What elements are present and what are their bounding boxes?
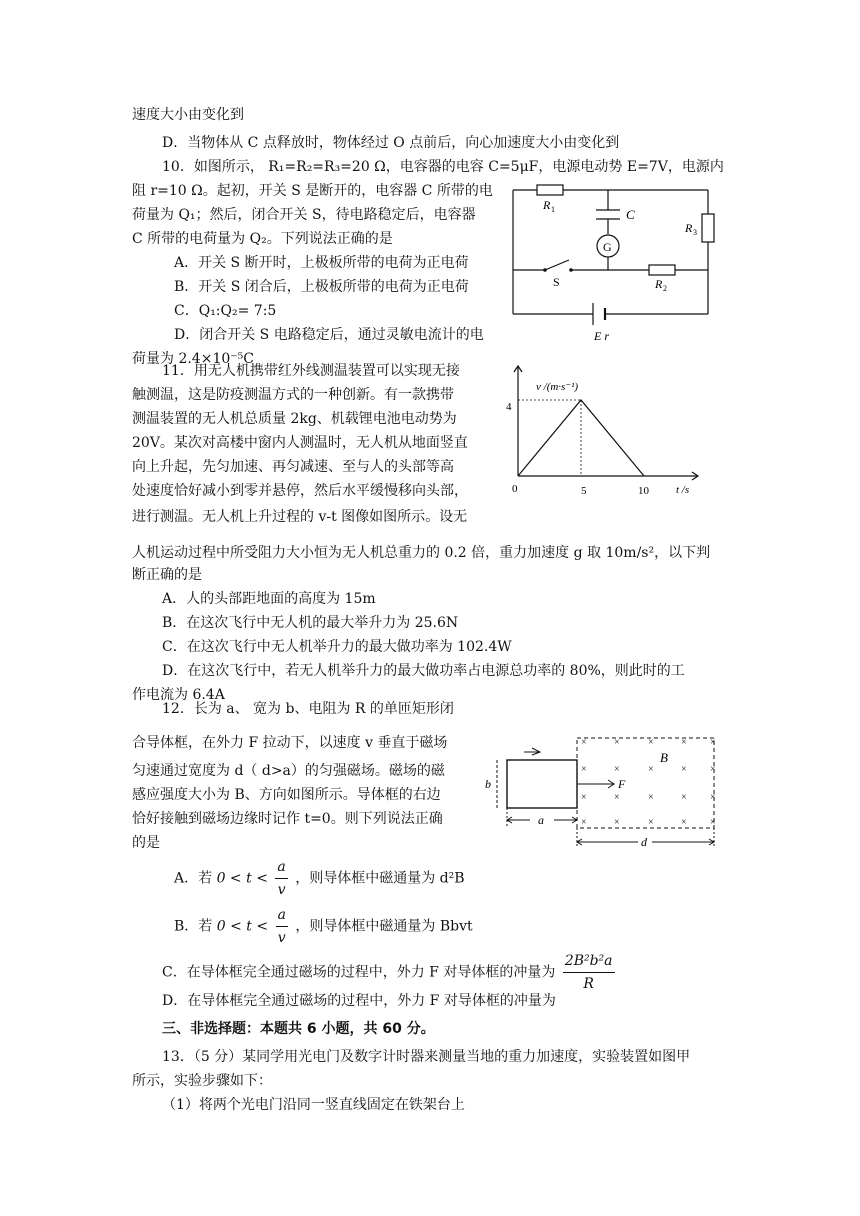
r1-subscript: 1	[551, 205, 555, 214]
option-a: A．人的头部距地面的高度为 15m	[162, 591, 376, 607]
r3-label: R	[685, 221, 693, 235]
width-label: b	[485, 777, 491, 791]
fraction: $\frac{a}{v}$	[276, 904, 288, 949]
option-d: D．在这次飞行中，若无人机举升力的最大做功率占电源总功率的 80%，则此时的工	[162, 663, 685, 679]
switch-label: S	[553, 275, 560, 289]
text-line: 恰好接触到磁场边缘时记作 t=0。则下列说法正确	[132, 811, 443, 827]
text-line: 进行测温。无人机上升过程的 v-t 图像如图所示。设无	[132, 509, 468, 525]
text-line: 阻 r=10 Ω。起初，开关 S 是断开的，电容器 C 所带的电	[132, 183, 493, 199]
field-cross: ×	[614, 817, 620, 828]
field-cross: ×	[710, 764, 716, 775]
x-tick-label: 5	[581, 485, 587, 497]
force-label: F	[618, 777, 626, 791]
r2-subscript: 2	[663, 284, 667, 293]
text-line: 速度大小由变化到	[132, 107, 244, 123]
field-cross: ×	[581, 737, 587, 748]
question-12-stem: 12．长为 a、 宽为 b、电阻为 R 的单匝矩形闭	[162, 701, 454, 717]
field-cross: ×	[681, 817, 687, 828]
field-width-label: d	[641, 835, 647, 849]
option-label: B．若	[174, 918, 213, 935]
text-line: 人机运动过程中所受阻力大小恒为无人机总重力的 0.2 倍，重力加速度 g 取 10m/s²，以下判	[132, 545, 711, 561]
battery-label: E r	[594, 329, 609, 343]
field-label: B	[660, 750, 668, 765]
field-cross: ×	[581, 817, 587, 828]
field-cross: ×	[614, 792, 620, 803]
field-cross: ×	[581, 764, 587, 775]
text-line: 测温装置的无人机总质量 2kg、机载锂电池电动势为	[132, 411, 457, 427]
magnetic-field-diagram	[480, 728, 725, 852]
text-line: 断正确的是	[132, 567, 202, 583]
r1-label: R	[543, 198, 551, 212]
field-cross: ×	[648, 817, 654, 828]
text-line: 合导体框，在外力 F 拉动下，以速度 v 垂直于磁场	[132, 735, 448, 751]
field-cross: ×	[710, 817, 716, 828]
field-cross: ×	[681, 737, 687, 748]
fraction: $\frac{a}{v}$	[275, 856, 287, 901]
option-c: C．Q₁:Q₂= 7:5	[174, 303, 277, 319]
inequality: 0 < t <	[216, 870, 268, 887]
field-cross: ×	[648, 764, 654, 775]
option-c	[162, 950, 618, 995]
question-10-stem: 10．如图所示， R₁=R₂=R₃=20 Ω，电容器的电容 C=5μF，电源电动势 E=7V，电源内	[162, 159, 724, 175]
text-line: （1）将两个光电门沿同一竖直线固定在铁架台上	[162, 1097, 465, 1113]
inequality: 0 < t <	[216, 918, 269, 935]
text-line: 的是	[132, 835, 160, 851]
field-cross: ×	[681, 764, 687, 775]
text-line: 向上升起，先匀加速、再匀减速、至与人的头部等高	[132, 459, 454, 475]
r3-subscript: 3	[693, 228, 697, 237]
option-text: ，则导体框中磁通量为 d²B	[295, 870, 465, 887]
field-cross: ×	[710, 792, 716, 803]
text-line: 感应强度大小为 B、方向如图所示。导体框的右边	[132, 787, 441, 803]
option-b	[174, 904, 473, 949]
field-cross: ×	[581, 792, 587, 803]
vt-graph	[498, 360, 708, 500]
option-b: B．开关 S 闭合后，上极板所带的电荷为正电荷	[174, 279, 469, 295]
galvanometer-label: G	[603, 240, 612, 254]
option-b: B．在这次飞行中无人机的最大举升力为 25.6N	[162, 615, 459, 631]
option-d: D．当物体从 C 点释放时，物体经过 O 点前后，向心加速度大小由变化到	[162, 135, 620, 151]
option-label: A．若	[174, 870, 213, 887]
length-label: a	[538, 813, 544, 827]
field-cross: ×	[681, 792, 687, 803]
field-cross: ×	[710, 737, 716, 748]
text-line: 作电流为 6.4A	[132, 687, 225, 703]
field-cross: ×	[614, 737, 620, 748]
question-11-stem: 11．用无人机携带红外线测温装置可以实现无接	[162, 363, 460, 379]
field-cross: ×	[648, 792, 654, 803]
x-tick-label: 0	[512, 483, 518, 495]
option-text: C．在导体框完全通过磁场的过程中，外力 F 对导体框的冲量为	[162, 964, 556, 981]
circuit-diagram	[505, 176, 720, 346]
y-axis-label: v /(m·s⁻¹)	[536, 381, 579, 393]
option-a	[174, 856, 465, 901]
text-line: 处速度恰好减小到零并悬停，然后水平缓慢移向头部，	[132, 483, 468, 499]
option-a: A．开关 S 断开时，上极板所带的电荷为正电荷	[174, 255, 469, 271]
r2-label: R	[655, 277, 663, 291]
text-line: 荷量为 Q₁；然后，闭合开关 S，待电路稳定后，电容器	[132, 207, 476, 223]
x-tick-label: 10	[638, 485, 649, 497]
text-line: 20V。某次对高楼中窗内人测温时，无人机从地面竖直	[132, 435, 468, 451]
option-c: C．在这次飞行中无人机举升力的最大做功率为 102.4W	[162, 639, 512, 655]
field-cross: ×	[648, 737, 654, 748]
text-line: 触测温，这是防疫测温方式的一种创新。有一款携带	[132, 387, 454, 403]
option-text: ，则导体框中磁通量为 Bbvt	[295, 918, 473, 935]
fraction: $\frac{\text{2B²b²a}}{R}$	[563, 950, 615, 995]
field-cross: ×	[614, 764, 620, 775]
text-line: 荷量为 2.4×10⁻⁵C	[132, 351, 254, 367]
field-crosses	[581, 737, 716, 828]
y-tick-label: 4	[506, 401, 512, 413]
question-13-stem: 13．（5 分）某同学用光电门及数字计时器来测量当地的重力加速度，实验装置如图甲	[162, 1049, 691, 1065]
capacitor-label: C	[626, 207, 635, 222]
option-d: D．在导体框完全通过磁场的过程中，外力 F 对导体框的冲量为	[162, 993, 556, 1009]
section-heading: 三、非选择题：本题共 6 小题，共 60 分。	[162, 1021, 435, 1037]
x-axis-label: t /s	[676, 484, 690, 496]
text-line: 匀速通过宽度为 d（ d>a）的匀强磁场。磁场的磁	[132, 763, 445, 779]
text-line: 所示，实验步骤如下：	[132, 1073, 272, 1089]
text-line: C 所带的电荷量为 Q₂。下列说法正确的是	[132, 231, 393, 247]
option-d: D．闭合开关 S 电路稳定后，通过灵敏电流计的电	[174, 327, 484, 343]
